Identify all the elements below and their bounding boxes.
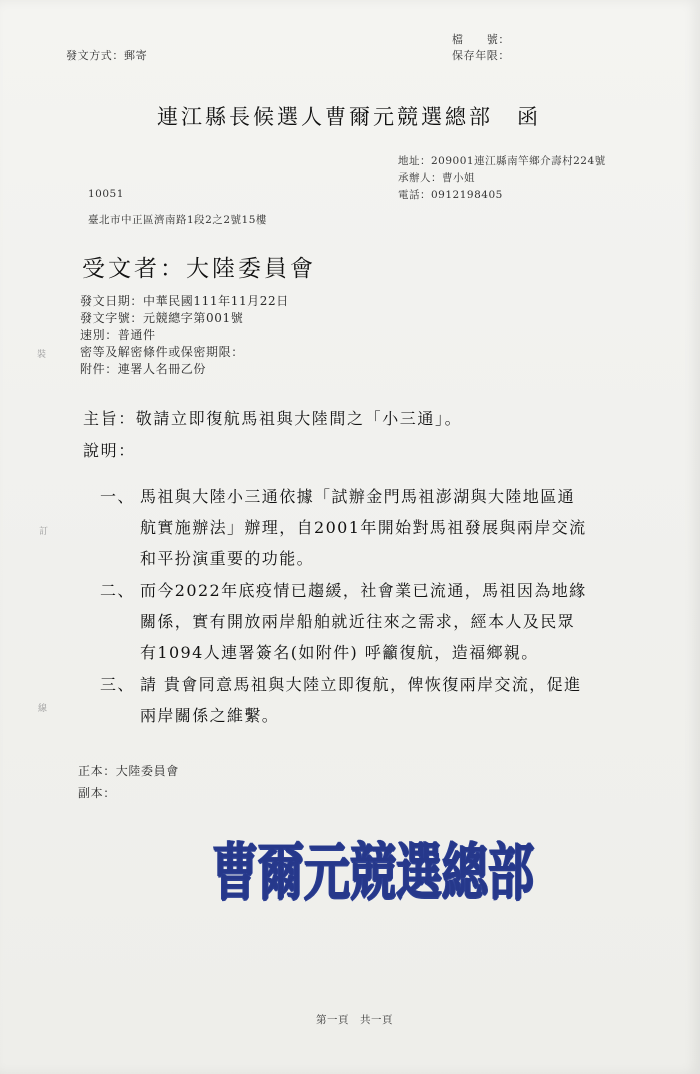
item-1-line-3: 和平扮演重要的功能。 — [140, 549, 315, 568]
meta-document-number: 發文字號：元競總字第001號 — [80, 311, 244, 325]
sender-phone: 電話：0912198405 — [398, 189, 503, 201]
organization-seal-stamp — [212, 818, 534, 918]
item-2-line-2: 關係，實有開放兩岸船舶就近往來之需求，經本人及民眾 — [140, 612, 576, 631]
recipient: 受文者：大陸委員會 — [82, 256, 316, 282]
seal-character: 爾 — [258, 835, 304, 909]
item-3-line-1: 請 貴會同意馬祖與大陸立即復航，俾恢復兩岸交流，促進 — [140, 675, 582, 694]
meta-classification: 密等及解密條件或保密期限： — [80, 345, 244, 359]
seal-character: 元 — [304, 835, 350, 909]
seal-character: 部 — [488, 835, 534, 909]
file-number-label: 檔 號： — [452, 33, 510, 46]
meta-issue-date: 發文日期：中華民國111年11月22日 — [80, 294, 289, 308]
item-1-number: 一、 — [100, 487, 135, 506]
dispatch-method: 發文方式：郵寄 — [66, 49, 148, 62]
seal-character: 總 — [442, 835, 488, 909]
binding-mark-3: 線 — [38, 704, 48, 714]
postal-code: 10051 — [88, 188, 124, 200]
item-3-number: 三、 — [100, 675, 135, 694]
binding-mark-1: 裝 — [37, 350, 47, 360]
binding-mark-2: 訂 — [39, 527, 49, 537]
item-1-line-1: 馬祖與大陸小三通依據「試辦金門馬祖澎湖與大陸地區通 — [140, 487, 576, 506]
seal-character: 選 — [396, 835, 442, 909]
meta-speed: 速別：普通件 — [80, 328, 156, 342]
retention-period-label: 保存年限： — [452, 49, 510, 62]
meta-attachment: 附件：連署人名冊乙份 — [80, 362, 207, 376]
main-recipient: 正本：大陸委員會 — [78, 764, 179, 778]
copy-recipient: 副本： — [78, 786, 116, 800]
seal-character: 競 — [350, 835, 396, 909]
page-footer: 第一頁 共一頁 — [316, 1014, 393, 1026]
item-3-line-2: 兩岸關係之維繫。 — [140, 706, 280, 725]
subject: 主旨：敬請立即復航馬祖與大陸間之「小三通」。 — [83, 409, 463, 428]
postal-address: 臺北市中正區濟南路1段2之2號15樓 — [88, 214, 267, 226]
sender-address: 地址：209001連江縣南竿鄉介壽村224號 — [398, 155, 606, 167]
item-1-line-2: 航實施辦法」辦理，自2001年開始對馬祖發展與兩岸交流 — [140, 518, 587, 537]
explanation-label: 說明： — [83, 441, 136, 460]
item-2-number: 二、 — [100, 581, 135, 600]
item-2-line-1: 而今2022年底疫情已趨緩，社會業已流通，馬祖因為地緣 — [140, 581, 587, 600]
item-2-line-3: 有1094人連署簽名(如附件) 呼籲復航，造福鄉親。 — [140, 643, 539, 662]
sender-handler: 承辦人：曹小姐 — [398, 172, 475, 184]
document-title: 連江縣長候選人曹爾元競選總部 函 — [157, 105, 541, 129]
seal-character: 曹 — [212, 835, 258, 909]
